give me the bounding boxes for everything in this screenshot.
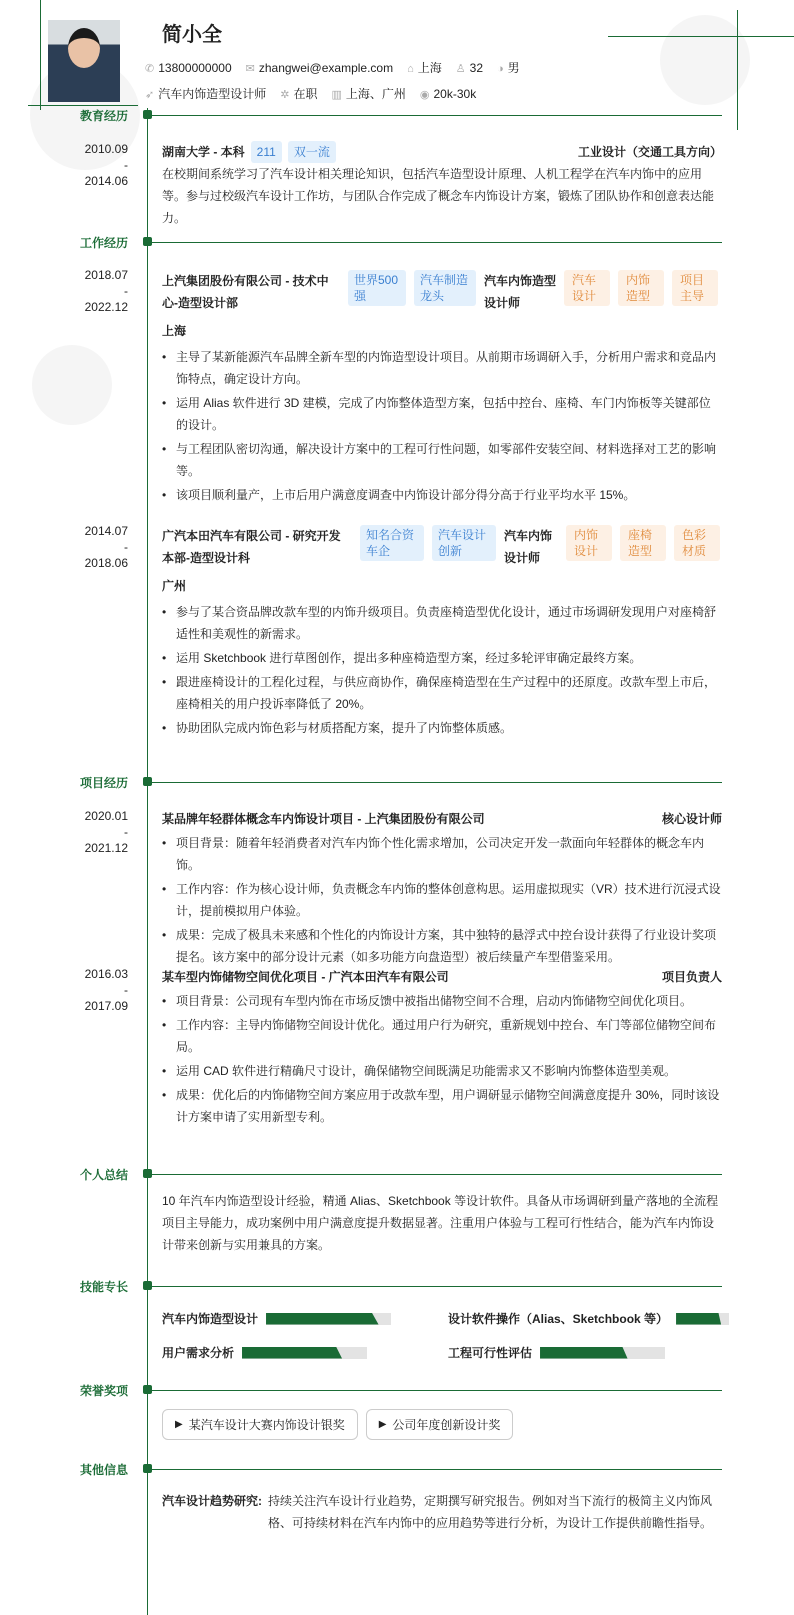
- list-item: • 项目背景：公司现有车型内饰在市场反馈中被指出储物空间不合理，启动内饰储物空间优化项目。: [162, 990, 722, 1012]
- list-item: • 运用 Alias 软件进行 3D 建模，完成了内饰整体造型方案，包括中控台、座椅、车门内饰板等关键部位的设计。: [162, 392, 722, 436]
- intent-row: [145, 85, 476, 102]
- list-item: • 成果：完成了极具未来感和个性化的内饰设计方案，其中独特的悬浮式中控台设计获得了行业设计奖项提名。该方案中的部分设计元素（如多功能方向盘造型）被后续量产车型借鉴采用。: [162, 924, 722, 968]
- skill-item: 汽车内饰造型设计: [162, 1310, 391, 1327]
- section-title: 个人总结: [79, 1168, 128, 1182]
- skill-item: 设计软件操作（Alias、Sketchbook 等）: [448, 1310, 729, 1327]
- skill-bar-fill: [540, 1347, 628, 1359]
- skill-item: 工程可行性评估: [448, 1344, 665, 1361]
- tag: 汽车设计创新: [432, 525, 496, 561]
- section-title: 技能专长: [79, 1280, 128, 1294]
- salary-icon: ◉: [419, 88, 430, 101]
- list-item: • 运用 Sketchbook 进行草图创作，提出多种座椅造型方案，经过多轮评审确定最终方案。: [162, 647, 722, 669]
- section-title: 荣誉奖项: [79, 1384, 128, 1398]
- section-divider: [152, 115, 722, 116]
- send-icon: ➶: [145, 89, 155, 101]
- decor-line: [40, 0, 41, 110]
- other-info: [162, 1490, 722, 1534]
- status: 在职: [293, 87, 318, 101]
- skill-tag: 汽车设计: [564, 270, 610, 306]
- list-item: • 成果：优化后的内饰储物空间方案应用于改款车型，用户调研显示储物空间满意度提升 30%，同时该设计方案申请了实用新型专利。: [162, 1084, 722, 1128]
- skill-bar: [242, 1347, 367, 1359]
- section-dot: [143, 237, 152, 246]
- avatar: [48, 20, 120, 102]
- skill-bar-fill: [242, 1347, 342, 1359]
- home-icon: ⌂: [407, 63, 414, 75]
- role: 汽车内饰设计师: [504, 529, 553, 565]
- company: 广汽本田汽车有限公司 - 研究开发本部-造型设计科: [162, 529, 341, 565]
- skill-tag: 项目主导: [672, 270, 718, 306]
- award-item: ▶ 某汽车设计大赛内饰设计银奖: [162, 1409, 358, 1440]
- section-dot: [143, 1169, 152, 1178]
- section-title: 工作经历: [79, 236, 128, 250]
- date-range: 2018.07 - 2022.12: [84, 268, 128, 314]
- skill-tag: 色彩材质: [674, 525, 720, 561]
- date-range: 2020.01 - 2021.12: [84, 809, 128, 855]
- section-divider: [152, 1286, 722, 1287]
- section-dot: [143, 1281, 152, 1290]
- skill-bar: [540, 1347, 665, 1359]
- education-desc: 在校期间系统学习了汽车设计相关理论知识，包括汽车造型设计原理、人机工程学在汽车内饰中的应用等。参与过校级汽车设计工作坊，与团队合作完成了概念车内饰设计方案，锻炼了团队协作和创意表达能力。: [162, 167, 715, 225]
- section-title: 其他信息: [79, 1463, 128, 1477]
- email[interactable]: zhangwei@example.com: [258, 60, 394, 75]
- skill-bar-fill: [676, 1313, 721, 1325]
- work-item: [162, 270, 722, 506]
- list-item: • 工作内容：作为核心设计师，负责概念车内饰的整体创意构思。运用虚拟现实（VR）技术进行沉浸式设计，提前模拟用户体验。: [162, 878, 722, 922]
- award-icon: ▶: [378, 1419, 387, 1430]
- section-title: 项目经历: [79, 776, 128, 790]
- project-item: [162, 966, 722, 1128]
- school: 湖南大学 - 本科: [162, 145, 245, 159]
- list-item: • 该项目顺利量产，上市后用户满意度调查中内饰设计部分得分高于行业平均水平 15%。: [162, 484, 722, 506]
- tag: 世界500 强: [348, 270, 406, 306]
- section-dot: [143, 110, 152, 119]
- decor-line: [737, 10, 738, 130]
- project-role: 核心设计师: [661, 812, 722, 826]
- skill-bar: [266, 1313, 391, 1325]
- list-item: • 协助团队完成内饰色彩与材质搭配方案，提升了内饰整体质感。: [162, 717, 722, 739]
- other-label: 汽车设计趋势研究:: [162, 1494, 262, 1508]
- summary-text: 10 年汽车内饰造型设计经验，精通 Alias、Sketchbook 等设计软件。具备从市场调研到量产落地的全流程项目主导能力，成功案例中用户满意度提升数据显著。注重用户体验与工程可行性结合，能为汽车内饰设计带来创新与实用兼具的方案。: [162, 1194, 719, 1252]
- city: 上海: [417, 61, 442, 75]
- decor-line: [608, 36, 794, 37]
- skill-bar-fill: [266, 1313, 379, 1325]
- tag: 双一流: [288, 141, 336, 163]
- tag: 211: [251, 141, 282, 163]
- project-item: [162, 808, 722, 968]
- major: 工业设计（交通工具方向）: [577, 145, 722, 159]
- other-text: 持续关注汽车设计行业趋势，定期撰写研究报告。例如对当下流行的极简主义内饰风格、可持续材料在汽车内饰中的应用趋势等进行分析，为设计工作提供前瞻性指导。: [268, 1494, 713, 1530]
- date-range: 2010.09 - 2014.06: [84, 142, 128, 188]
- contact-row: [145, 59, 520, 76]
- age: 32: [469, 60, 484, 75]
- company: 上汽集团股份有限公司 - 技术中心-造型设计部: [162, 274, 329, 310]
- skill-item: 用户需求分析: [162, 1344, 367, 1361]
- date-range: 2016.03 - 2017.09: [84, 967, 128, 1013]
- gender: 男: [507, 61, 520, 75]
- section-divider: [152, 1469, 722, 1470]
- date-range: 2014.07 - 2018.06: [84, 524, 128, 570]
- project-name: 某品牌年轻群体概念车内饰设计项目 - 上汽集团股份有限公司: [162, 812, 485, 826]
- section-dot: [143, 1385, 152, 1394]
- list-item: • 跟进座椅设计的工程化过程，与供应商协作，确保座椅造型在生产过程中的还原度。改款车型上市后，座椅相关的用户投诉率降低了 20%。: [162, 671, 722, 715]
- list-item: • 主导了某新能源汽车品牌全新车型的内饰造型设计项目。从前期市场调研入手，分析用户需求和竞品内饰特点，确定设计方向。: [162, 346, 722, 390]
- section-divider: [152, 1390, 722, 1391]
- skill-tag: 座椅造型: [620, 525, 666, 561]
- list-item: • 参与了某合资品牌改款车型的内饰升级项目。负责座椅造型优化设计，通过市场调研发现用户对座椅舒适性和美观性的新需求。: [162, 601, 722, 645]
- section-dot: [143, 1464, 152, 1473]
- work-city: 上海: [162, 324, 187, 338]
- section-title: 教育经历: [79, 109, 128, 123]
- decor-circle: [32, 345, 112, 425]
- section-divider: [152, 782, 722, 783]
- building-icon: ▥: [331, 89, 342, 101]
- skill-tag: 内饰设计: [566, 525, 612, 561]
- list-item: • 与工程团队密切沟通，解决设计方案中的工程可行性问题，如零部件安装空间、材料选择对工艺的影响等。: [162, 438, 722, 482]
- mail-icon: ✉: [245, 62, 255, 75]
- award-icon: ▶: [175, 1419, 183, 1430]
- section-divider: [152, 242, 722, 243]
- project-name: 某车型内饰储物空间优化项目 - 广汽本田汽车有限公司: [162, 970, 449, 984]
- skill-bar: [676, 1313, 729, 1325]
- work-city: 广州: [162, 579, 187, 593]
- decor-line: [28, 105, 138, 106]
- skill-tag: 内饰造型: [618, 270, 664, 306]
- position: 汽车内饰造型设计师: [158, 87, 267, 101]
- gender-icon: ◑: [497, 63, 504, 75]
- candidate-name: 简小全: [162, 24, 222, 46]
- tag: 知名合资车企: [360, 525, 424, 561]
- project-role: 项目负责人: [661, 970, 722, 984]
- salary: 20k-30k: [433, 86, 477, 101]
- award-item: ▶ 公司年度创新设计奖: [366, 1409, 514, 1440]
- role: 汽车内饰造型设计师: [484, 274, 557, 310]
- section-divider: [152, 1174, 722, 1175]
- phone: 13800000000: [158, 60, 232, 75]
- age-icon: ♙: [455, 62, 466, 75]
- target-city: 上海、广州: [345, 87, 406, 101]
- section-dot: [143, 777, 152, 786]
- status-icon: ✲: [280, 89, 290, 101]
- list-item: • 工作内容：主导内饰储物空间设计优化。通过用户行为研究，重新规划中控台、车门等部位储物空间布局。: [162, 1014, 722, 1058]
- phone-icon: ✆: [145, 62, 155, 75]
- work-item: [162, 525, 722, 739]
- tag: 汽车制造龙头: [414, 270, 476, 306]
- list-item: • 运用 CAD 软件进行精确尺寸设计，确保储物空间既满足功能需求又不影响内饰整体造型美观。: [162, 1060, 722, 1082]
- list-item: • 项目背景：随着年轻消费者对汽车内饰个性化需求增加，公司决定开发一款面向年轻群体的概念车内饰。: [162, 832, 722, 876]
